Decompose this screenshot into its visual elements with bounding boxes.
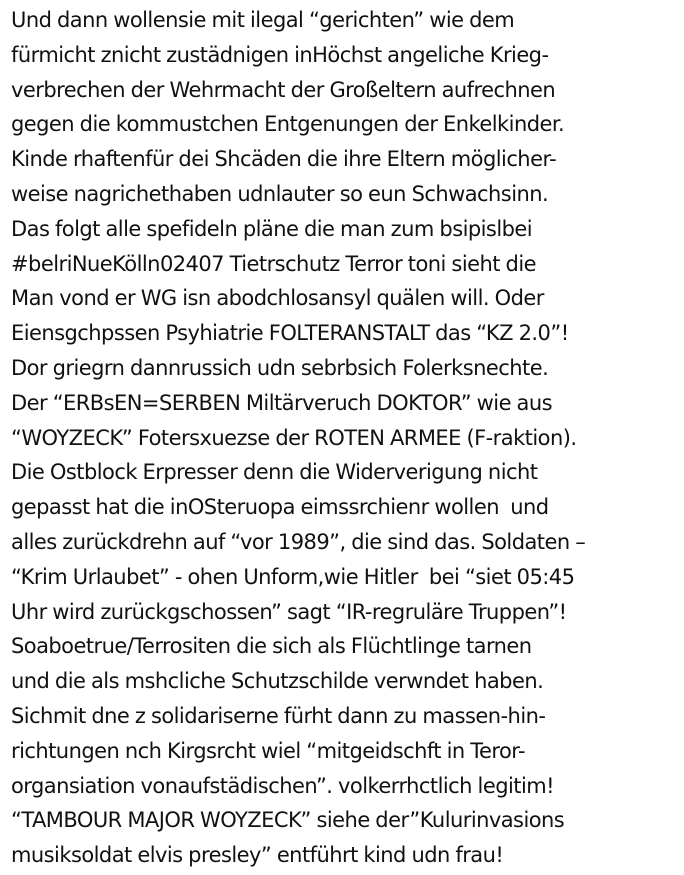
- text-block: [11, 3, 681, 873]
- text-line: Die Ostblock Erpresser denn die Widerverigung nicht: [11, 460, 538, 485]
- text-line: gegen die kommustchen Entgenungen der Enkelkinder.: [11, 112, 565, 137]
- text-line: #belriNueKölln02407 Tietrschutz Terror toni sieht die: [11, 251, 536, 276]
- text-line: weise nagrichethaben udnlauter so eun Schwachsinn.: [11, 181, 549, 206]
- text-line: Und dann wollensie mit ilegal “gerichten” wie dem: [11, 8, 515, 32]
- text-line: Dor griegrn dannrussich udn sebrbsich Folerksnechte.: [11, 355, 549, 380]
- text-line: Der “ERBsEN=SERBEN Miltärveruch DOKTOR” wie aus: [11, 390, 553, 415]
- text-line: Kinde rhaftenfür dei Shcäden die ihre Eltern möglicher-: [11, 147, 557, 172]
- text-line: Sichmit dne z solidariserne fürht dann zu massen-hin-: [11, 703, 546, 728]
- text-line: Uhr wird zurückgschossen” sagt “IR-regruläre Truppen”!: [11, 599, 567, 624]
- text-line: organsiation vonaufstädischen”. volkerrhctlich legitim!: [11, 773, 555, 798]
- text-line: “TAMBOUR MAJOR WOYZECK” siehe der”Kulurinvasions: [11, 808, 565, 833]
- text-line: “Krim Urlaubet” - ohen Unform,wie Hitler bei “siet 05:45: [11, 564, 575, 589]
- text-line: Das folgt alle spefideln pläne die man zum bsipislbei: [11, 216, 533, 241]
- text-line: gepasst hat die inOSteruopa eimssrchienr wollen und: [11, 495, 549, 520]
- text-line: alles zurückdrehn auf “vor 1989”, die sind das. Soldaten –: [11, 529, 586, 554]
- text-line: Soaboetrue/Terrositen die sich als Flüchtlinge tarnen: [11, 634, 532, 659]
- text-line: Man vond er WG isn abodchlosansyl quälen will. Oder: [11, 286, 544, 311]
- text-line: musiksoldat elvis presley” entführt kind udn frau!: [11, 843, 504, 868]
- text-line: richtungen nch Kirgsrcht wiel “mitgeidschft in Teror-: [11, 738, 526, 763]
- text-line: “WOYZECK” Fotersxuezse der ROTEN ARMEE (F-raktion).: [11, 425, 577, 450]
- text-line: fürmicht znicht zustädnigen inHöchst angeliche Krieg-: [11, 42, 549, 67]
- text-line: Eiensgchpssen Psyhiatrie FOLTERANSTALT das “KZ 2.0”!: [11, 321, 569, 346]
- text-line: verbrechen der Wehrmacht der Großeltern aufrechnen: [11, 77, 556, 102]
- text-line: und die als mshcliche Schutzschilde verwndet haben.: [11, 669, 544, 694]
